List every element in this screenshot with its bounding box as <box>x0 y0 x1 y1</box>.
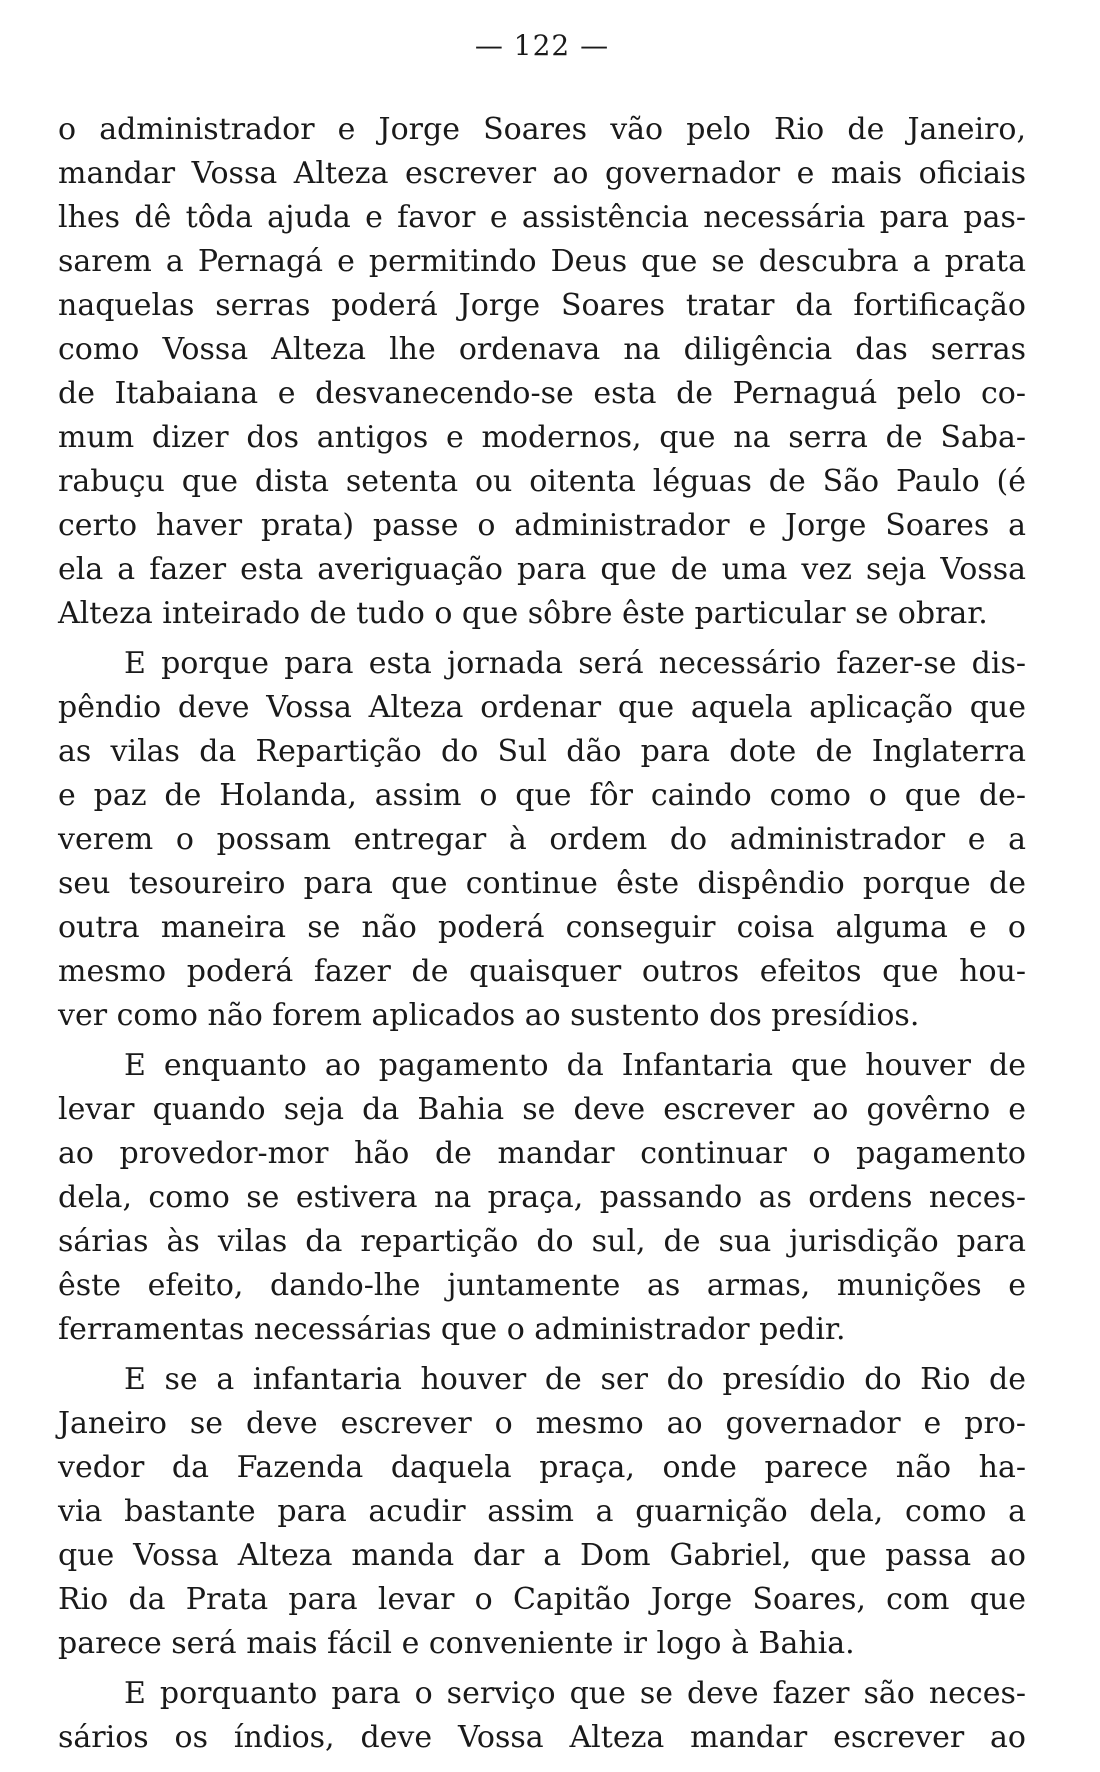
text-line: parece será mais fácil e conveniente ir logo à Bahia. <box>58 1626 855 1661</box>
text-line: E se a infantaria houver de ser do presídio do Rio de <box>124 1362 1026 1397</box>
text-line: sarem a Pernagá e permitindo Deus que se descubra a prata <box>58 244 1026 279</box>
paragraph <box>58 1044 1026 1352</box>
text-line: E porque para esta jornada será necessário fazer-se dis- <box>124 646 1026 681</box>
text-line: lhes dê tôda ajuda e favor e assistência necessária para pas- <box>58 200 1026 235</box>
text-line: mandar Vossa Alteza escrever ao governador e mais oficiais <box>58 156 1026 191</box>
text-line: certo haver prata) passe o administrador e Jorge Soares a <box>58 508 1026 543</box>
text-line: mesmo poderá fazer de quaisquer outros efeitos que hou- <box>58 954 1026 989</box>
text-line: ferramentas necessárias que o administrador pedir. <box>58 1312 846 1347</box>
text-line: E enquanto ao pagamento da Infantaria que houver de <box>124 1048 1026 1083</box>
text-line: que Vossa Alteza manda dar a Dom Gabriel, que passa ao <box>58 1538 1026 1573</box>
text-line: dela, como se estivera na praça, passando as ordens neces- <box>58 1180 1026 1215</box>
text-line: rabuçu que dista setenta ou oitenta léguas de São Paulo (é <box>58 464 1026 499</box>
text-line: verem o possam entregar à ordem do administrador e a <box>58 822 1026 857</box>
text-line: sários os índios, deve Vossa Alteza mandar escrever ao <box>58 1720 1026 1755</box>
paragraph <box>58 108 1026 636</box>
text-line: sárias às vilas da repartição do sul, de sua jurisdição para <box>58 1224 1026 1259</box>
text-line: via bastante para acudir assim a guarnição dela, como a <box>58 1494 1026 1529</box>
text-line: pêndio deve Vossa Alteza ordenar que aquela aplicação que <box>58 690 1026 725</box>
text-line: êste efeito, dando-lhe juntamente as armas, munições e <box>58 1268 1026 1303</box>
paragraph <box>58 1358 1026 1666</box>
text-line: Alteza inteirado de tudo o que sôbre êste particular se obrar. <box>58 596 988 631</box>
text-line: as vilas da Repartição do Sul dão para dote de Inglaterra <box>58 734 1026 769</box>
text-line: ao provedor-mor hão de mandar continuar o pagamento <box>58 1136 1026 1171</box>
text-line: outra maneira se não poderá conseguir coisa alguma e o <box>58 910 1026 945</box>
text-line: como Vossa Alteza lhe ordenava na diligência das serras <box>58 332 1026 367</box>
text-line: Rio da Prata para levar o Capitão Jorge Soares, com que <box>58 1582 1026 1617</box>
text-line: ver como não forem aplicados ao sustento dos presídios. <box>58 998 920 1033</box>
text-line: E porquanto para o serviço que se deve fazer são neces- <box>124 1676 1026 1711</box>
text-line: e paz de Holanda, assim o que fôr caindo como o que de- <box>58 778 1026 813</box>
text-line: mum dizer dos antigos e modernos, que na serra de Saba- <box>58 420 1026 455</box>
text-line: Janeiro se deve escrever o mesmo ao governador e pro- <box>58 1406 1026 1441</box>
text-line: ela a fazer esta averiguação para que de uma vez seja Vossa <box>58 552 1026 587</box>
text-line: o administrador e Jorge Soares vão pelo Rio de Janeiro, <box>58 112 1026 147</box>
body-text <box>58 108 1026 1760</box>
paragraph <box>58 642 1026 1038</box>
text-line: seu tesoureiro para que continue êste dispêndio porque de <box>58 866 1026 901</box>
text-line: vedor da Fazenda daquela praça, onde parece não ha- <box>58 1450 1026 1485</box>
text-line: naquelas serras poderá Jorge Soares tratar da fortificação <box>58 288 1026 323</box>
text-line: levar quando seja da Bahia se deve escrever ao govêrno e <box>58 1092 1026 1127</box>
page-number: — 122 — <box>474 29 610 62</box>
text-line: de Itabaiana e desvanecendo-se esta de Pernaguá pelo co- <box>58 376 1026 411</box>
paragraph <box>58 1672 1026 1760</box>
document-page <box>58 24 1026 1754</box>
